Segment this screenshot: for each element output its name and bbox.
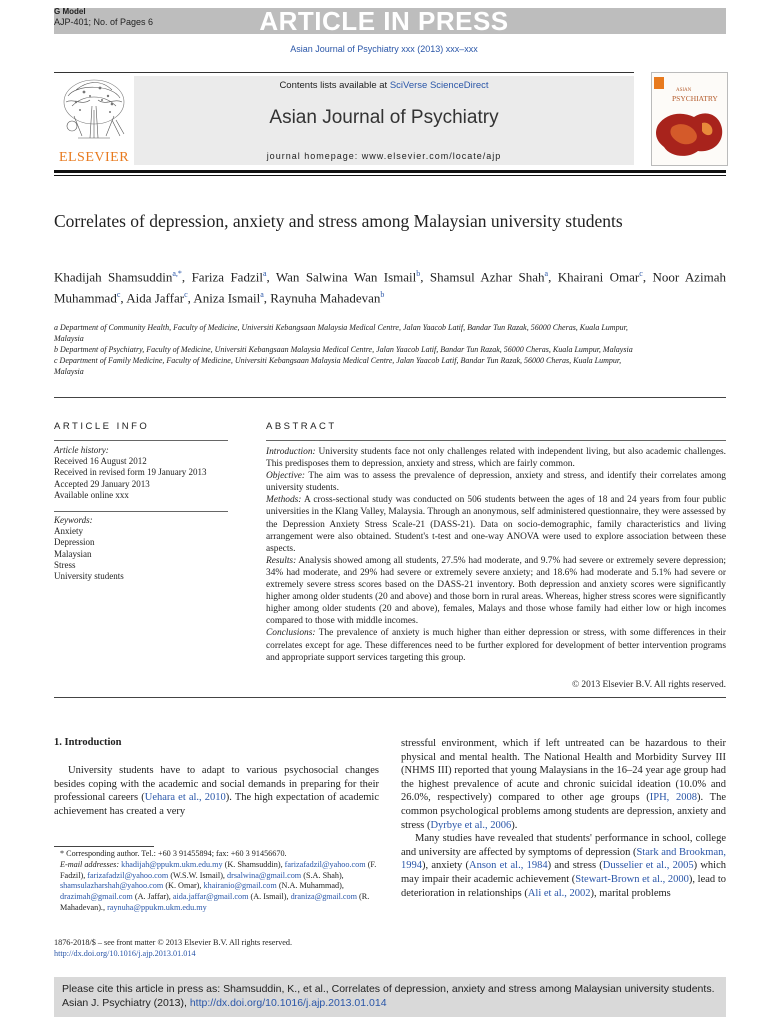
history-revised: Received in revised form 19 January 2013	[54, 467, 207, 478]
abstract-section	[266, 446, 726, 470]
author-name[interactable]: Aniza Ismail	[193, 290, 261, 306]
abstract-section	[266, 470, 726, 494]
abstract-section-text: The aim was to assess the prevalence of depression, anxiety and stress, and identify their correlates among university students.	[266, 471, 726, 494]
author-name[interactable]: Noor Azimah Muhammad	[54, 269, 727, 306]
abstract-heading: ABSTRACT	[266, 421, 337, 432]
author-separator: ,	[181, 269, 192, 285]
email-owner: (R. Mahadevan).	[60, 892, 370, 912]
abstract-section	[266, 555, 726, 628]
author-name[interactable]: Khadijah Shamsuddin	[54, 269, 173, 285]
email-link[interactable]: raynuha@ppukm.ukm.edu.my	[107, 902, 207, 912]
abstract-section-label: Introduction:	[266, 447, 316, 457]
contents-availability	[134, 80, 634, 91]
email-link[interactable]: draniza@gmail.com	[290, 892, 357, 902]
author-separator: ,	[187, 290, 194, 306]
author-name[interactable]: Shamsul Azhar Shah	[429, 269, 545, 285]
history-online: Available online xxx	[54, 489, 129, 500]
keyword: University students	[54, 571, 124, 582]
abstract-section-text: Analysis showed among all students, 27.5% had moderate, and 9.7% had severe or extremely severe depression; 34% had moderate, and 29% had severe or extremely severe anxiety; and 18.6% had moderate and 5.1% had severe or extremely severe stress scores based on the DASS-21 inventory. Both depression and anxiety scores were significantly higher among older students (20 and above) and those born in rural areas. Whereas, higher stress scores were significantly higher among older students (20 and above), females, Malays and those whose family had either low or high incomes compared to those with middle incomes.	[266, 555, 726, 627]
section-rule	[54, 397, 726, 398]
elsevier-wordmark: ELSEVIER	[58, 150, 130, 165]
article-title: Correlates of depression, anxiety and stress among Malaysian university students	[54, 211, 623, 231]
email-link[interactable]: aida.jaffar@gmail.com	[172, 892, 249, 902]
body-text: ).	[511, 819, 518, 831]
author-affiliation-mark[interactable]: a	[260, 290, 264, 300]
issn-line: 1876-2018/$ – see front matter © 2013 Elsevier B.V. All rights reserved.	[54, 938, 293, 947]
abstract-section-text: The prevalence of anxiety is much higher than either depression or stress, with some differences in their correlates except for age. These differences need to be further explored for development of better intervention programs and appropriate support services targeting this group.	[266, 628, 726, 663]
sciencedirect-link[interactable]: SciVerse ScienceDirect	[389, 80, 489, 91]
keyword: Stress	[54, 559, 76, 570]
author-affiliation-mark[interactable]: b	[416, 269, 421, 278]
affiliations	[54, 322, 634, 377]
email-owner: (K. Shamsuddin)	[224, 859, 281, 869]
email-link[interactable]: farizafadzil@yahoo.com	[87, 870, 169, 880]
citation-link[interactable]: Stark and Brookman, 1994	[401, 846, 726, 872]
contents-prefix: Contents lists available at	[279, 80, 390, 91]
email-owner: (S.A. Shah)	[303, 870, 342, 880]
author-name[interactable]: Raynuha Mahadevan	[270, 290, 381, 306]
doi-link[interactable]: http://dx.doi.org/10.1016/j.ajp.2013.01.014	[54, 949, 196, 958]
body-column-right	[401, 737, 726, 900]
issn-doi	[54, 937, 379, 959]
body-text: ). The high expectation of academic achievement has created a very	[54, 792, 379, 817]
author-separator: ,	[120, 290, 127, 306]
body-paragraph	[401, 832, 726, 900]
email-link[interactable]: drsalwina@gmail.com	[227, 870, 302, 880]
email-link[interactable]: drazimah@gmail.com	[60, 892, 133, 902]
header-bottom-thin-rule	[54, 175, 726, 176]
author-name[interactable]: Aida Jaffar	[126, 290, 185, 306]
body-text: ), lead to deterioration in relationships (	[401, 873, 727, 899]
author-separator: ,	[263, 290, 271, 306]
body-text: ) and stress (	[547, 860, 603, 872]
article-info-heading: ARTICLE INFO	[54, 421, 150, 432]
abstract-section-label: Results:	[266, 555, 297, 566]
cite-doi-link[interactable]: http://dx.doi.org/10.1016/j.ajp.2013.01.014	[189, 997, 387, 1009]
author-affiliation-mark[interactable]: c	[116, 290, 121, 300]
abstract-section-text: A cross-sectional study was conducted on 506 students between the ages of 18 and 24 years from four public universities in the Klang Valley, Malaysia. Through an anonymous, self administered questionnaire, they were assessed by the Depression Anxiety Stress Scale-21 (DASS-21). Data on socio-demographic, family characteristics and living arrangement were also obtained. Student's t-test and one-way ANOVA were used to explore association between these aspects.	[266, 495, 726, 554]
email-owner: (N.A. Muhammad)	[278, 881, 342, 891]
author-affiliation-mark[interactable]: a	[262, 269, 267, 278]
header-top-rule	[54, 72, 634, 73]
body-text: ). The common psychological problems among students are depression, anxiety and stress (	[401, 792, 727, 831]
history-received: Received 16 August 2012	[54, 456, 147, 467]
body-text: ), marital problems	[590, 887, 671, 899]
affiliation: c Department of Family Medicine, Faculty of Medicine, Universiti Kebangsaan Malaysia Medical Centre, Jalan Yaacob Latif, Bandar Tun Razak, 56000 Cheras, Kuala Lumpur, Malaysia	[54, 356, 622, 376]
journal-code: AJP-401; No. of Pages 6	[54, 17, 154, 27]
affiliation: a Department of Community Health, Faculty of Medicine, Universiti Kebangsaan Malaysia Medical Centre, Jalan Yaacob Latif, Bandar Tun Razak, 56000 Cheras, Kuala Lumpur, Malaysia	[54, 323, 628, 343]
email-owner: (K. Omar)	[165, 881, 200, 891]
citation-link[interactable]: IPH, 2008	[649, 792, 698, 804]
author-separator: ,	[266, 269, 276, 285]
abstract-section-text: University students face not only challenges related with independent living, but also academic challenges. This predisposes them to depression, anxiety and stress, which are fairly common.	[266, 447, 726, 470]
body-text: ), anxiety (	[422, 860, 470, 872]
author-separator: ,	[642, 269, 653, 285]
author-affiliation-mark[interactable]: a	[544, 269, 549, 278]
citation-link[interactable]: Dusselier et al., 2005	[602, 860, 694, 872]
abstract-body	[266, 446, 726, 664]
keyword: Anxiety	[54, 526, 83, 537]
author-affiliation-mark[interactable]: b	[380, 290, 385, 300]
journal-title: Asian Journal of Psychiatry	[269, 107, 499, 128]
journal-citation-line[interactable]: Asian Journal of Psychiatry xxx (2013) xxx–xxx	[290, 44, 478, 54]
abstract-end-rule	[54, 697, 726, 698]
author-separator: ,	[420, 269, 430, 285]
body-text: University students have to adapt to various psychosocial changes besides coping with the academic and social demands in preparing for their professional careers (	[54, 765, 379, 804]
keyword: Depression	[54, 537, 95, 548]
footnotes	[54, 849, 379, 914]
cover-title-large: PSYCHIATRY	[672, 94, 718, 103]
abstract-section-label: Conclusions:	[266, 628, 316, 639]
body-text: stressful environment, which if left untreated can be hazardous to their physical and mental health. The National Health and Morbidity Survey III (NHMS III) reported that young Malaysians in the 16–24 year age group had the highest prevalence of acute and chronic suicidal ideation (10.0% and 26.0%, respectively) compared to other age groups (	[401, 738, 726, 804]
email-link[interactable]: shamsulazharshah@yahoo.com	[60, 881, 164, 891]
cite-text: Please cite this article in press as: Shamsuddin, K., et al., Correlates of depression, anxiety and stress among Malaysian university students. Asian J. Psychiatry (2013),	[62, 983, 715, 1009]
header-bottom-thick-rule	[54, 170, 726, 173]
footnote-rule	[54, 846, 154, 847]
body-paragraph	[401, 737, 726, 832]
article-in-press-label: ARTICLE IN PRESS	[259, 6, 509, 36]
abstract-rule	[266, 440, 726, 441]
email-owner: (F. Fadzil)	[60, 859, 377, 880]
article-history	[54, 445, 228, 501]
journal-homepage[interactable]: journal homepage: www.elsevier.com/locate/ajp	[266, 151, 502, 161]
keyword: Malaysian	[54, 548, 92, 559]
abstract-section-label: Objective:	[266, 471, 306, 482]
history-label: Article history:	[54, 445, 109, 455]
cover-title-small: ASIAN	[676, 88, 692, 93]
abstract-copyright: © 2013 Elsevier B.V. All rights reserved.	[571, 680, 726, 690]
email-link[interactable]: farizafadzil@yahoo.com	[284, 859, 366, 869]
email-owner: (A. Jaffar)	[134, 892, 169, 902]
body-text: ) which may impair their academic achievement (	[401, 860, 726, 885]
g-model-label: G Model	[54, 7, 86, 16]
citation-link[interactable]: Stewart-Brown et al., 2000	[575, 873, 689, 885]
abstract-section	[266, 494, 726, 554]
author-name[interactable]: Khairani Omar	[557, 269, 640, 285]
history-accepted: Accepted 29 January 2013	[54, 478, 150, 489]
email-link[interactable]: khairanio@gmail.com	[203, 881, 277, 891]
abstract-section-label: Methods:	[266, 495, 302, 506]
email-link[interactable]: khadijah@ppukm.ukm.edu.my	[121, 859, 223, 869]
body-text: Many studies have revealed that students' performance in school, college and university are affected by symptoms of depression (	[401, 833, 726, 858]
email-addresses: E-mail addresses: khadijah@ppukm.ukm.edu.my (K. Shamsuddin), farizafadzil@yahoo.com (F. Fadzil), farizafadzil@yahoo.com (W.S.W. Ismail), drsalwina@gmail.com (S.A. Shah), shamsulazharshah@yahoo.com (K. Omar), khairanio@gmail.com (N.A. Muhammad), drazimah@gmail.com (A. Jaffar), aida.jaffar@gmail.com (A. Ismail), draniza@gmail.com (R. Mahadevan)., raynuha@ppukm.ukm.edu.my	[60, 859, 377, 912]
author-name[interactable]: Fariza Fadzil	[191, 269, 263, 285]
journal-cover-thumbnail[interactable]	[651, 72, 728, 166]
keywords-label: Keywords:	[54, 515, 93, 525]
citation-link[interactable]: Uehara et al., 2010	[144, 792, 226, 804]
introduction-heading: 1. Introduction	[54, 737, 122, 748]
affiliation: b Department of Psychiatry, Faculty of Medicine, Universiti Kebangsaan Malaysia Medical Centre, Jalan Yaacob Latif, Bandar Tun Razak, 56000 Cheras, Kuala Lumpur, Malaysia	[54, 345, 633, 354]
author-name[interactable]: Wan Salwina Wan Ismail	[275, 269, 417, 285]
citation-link[interactable]: Ali et al., 2002	[527, 887, 591, 899]
article-info-rule	[54, 440, 228, 441]
author-list	[54, 265, 726, 308]
corresponding-author-note: * Corresponding author. Tel.: +60 3 91455894; fax: +60 3 91456670.	[60, 849, 287, 858]
email-owner: (W.S.W. Ismail)	[170, 870, 223, 880]
body-column-left	[54, 764, 379, 818]
author-affiliation-mark[interactable]: a,*	[172, 269, 182, 278]
author-affiliation-mark[interactable]: c	[184, 290, 188, 300]
cite-instruction	[62, 982, 718, 1010]
citation-link[interactable]: Dyrbye et al., 2006	[430, 819, 512, 831]
abstract-section	[266, 627, 726, 663]
author-separator: ,	[548, 269, 558, 285]
citation-link[interactable]: Anson et al., 1984	[469, 860, 548, 872]
keywords	[54, 515, 228, 582]
email-label: E-mail addresses:	[60, 859, 120, 869]
author-affiliation-mark[interactable]: c	[639, 269, 643, 278]
email-owner: (A. Ismail)	[250, 892, 287, 902]
keywords-rule	[54, 511, 228, 512]
